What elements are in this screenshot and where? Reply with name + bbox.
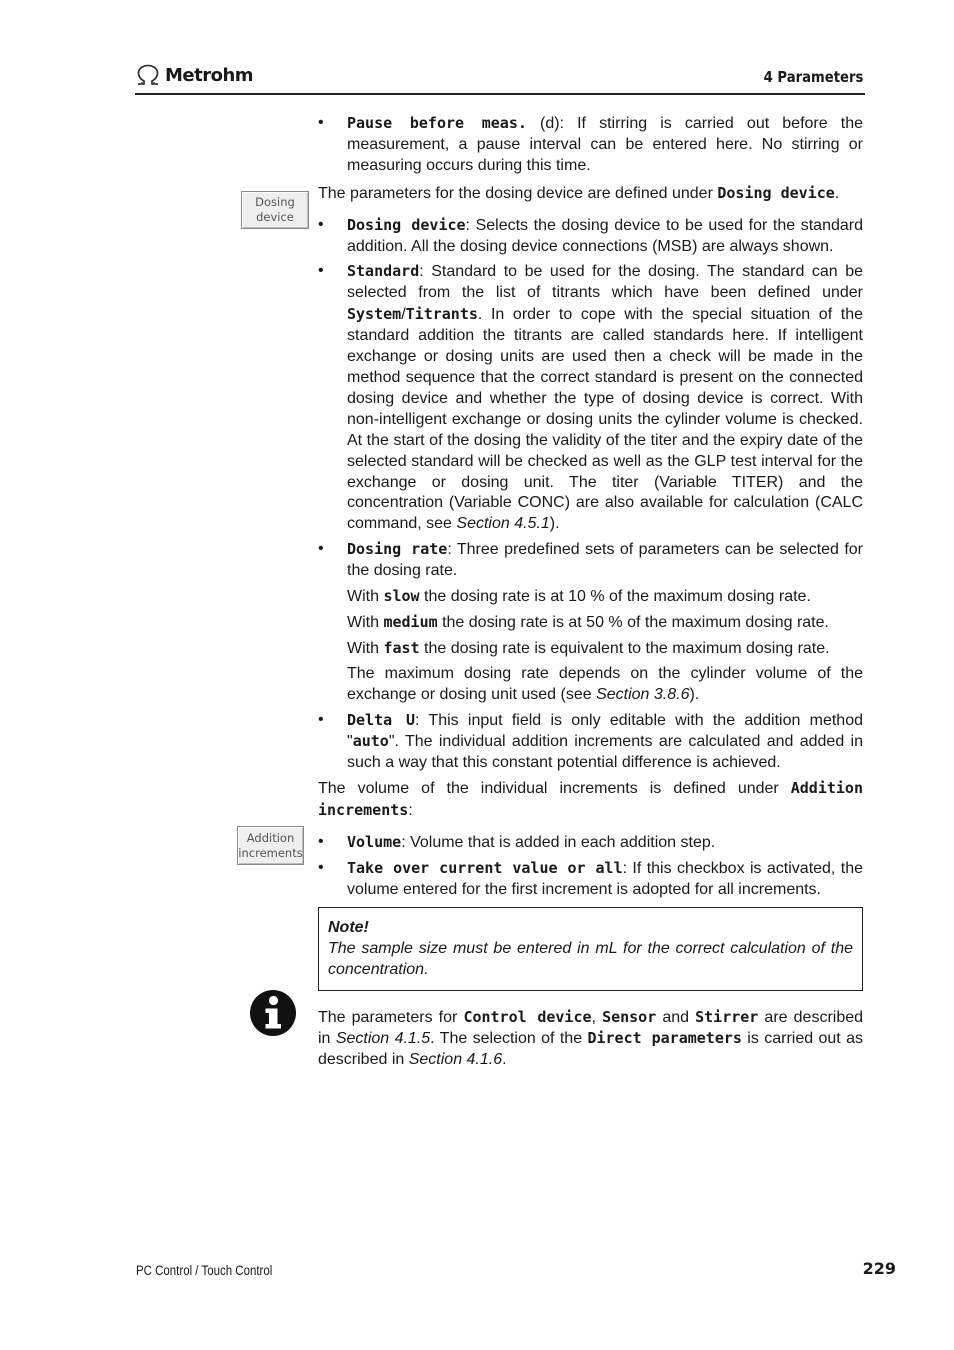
- addition-increments-button-line1: Addition: [246, 830, 295, 845]
- intro-end: :: [408, 802, 413, 820]
- keyword: Dosing device: [347, 215, 466, 234]
- keyword: Direct parameters: [587, 1029, 742, 1048]
- list-item: [318, 710, 863, 775]
- list-item: [318, 215, 863, 258]
- item-text: : If this checkbox is activated, the volume entered for the first increment is adopted for all increments.: [347, 860, 863, 898]
- rate-max: [347, 664, 863, 706]
- keyword: Dosing device: [717, 183, 835, 202]
- item-text: ).: [549, 515, 560, 533]
- chapter-title: 4 Parameters: [763, 68, 863, 86]
- addition-list: [318, 832, 863, 901]
- dosing-device-button-line1: Dosing: [255, 195, 295, 209]
- item-text: : This input field is only editable with the addition method ": [347, 711, 864, 751]
- section-ref: Section 3.8.6: [596, 685, 690, 703]
- keyword: Standard: [347, 262, 420, 281]
- rate-slow: [347, 586, 863, 608]
- keyword: Addition increments: [318, 779, 863, 820]
- note-text: The sample size must be entered in mL for the correct calculation of the concentration.: [328, 939, 853, 978]
- keyword: Take over current value or all: [347, 859, 623, 877]
- item-text: : Selects the dosing device to be used for the standard addition. All the dosing device connections (MSB) are always shown.: [347, 216, 863, 255]
- brand-logo: [135, 64, 253, 86]
- section-ref: Section 4.1.5: [335, 1030, 431, 1048]
- item-text: With: [347, 613, 384, 631]
- keyword: Titrants: [405, 305, 478, 324]
- section-ref: Section 4.1.6: [408, 1051, 503, 1069]
- closing-paragraph: [318, 1007, 863, 1072]
- addition-increments-button-line2: increments: [238, 845, 303, 860]
- item-text: . The selection of the: [430, 1030, 588, 1048]
- intro-text: The parameters for the dosing device are defined under: [318, 184, 718, 202]
- main-content: [318, 113, 863, 1071]
- item-text: ).: [689, 685, 700, 703]
- keyword: Delta U: [347, 710, 416, 729]
- dosing-list: [318, 215, 863, 775]
- intro-text: The volume of the individual increments is defined under: [318, 780, 791, 798]
- item-text: /: [401, 306, 406, 324]
- page-number: 229: [862, 1259, 896, 1278]
- keyword: medium: [383, 612, 438, 631]
- rate-medium: [347, 612, 863, 634]
- item-text: .: [502, 1051, 507, 1069]
- footer-title: PC Control / Touch Control: [136, 1263, 273, 1278]
- page-header: [135, 62, 865, 95]
- item-text: : Three predefined sets of parameters can be selected for the dosing rate.: [347, 541, 864, 580]
- list-item: [318, 539, 863, 705]
- keyword: auto: [352, 732, 389, 751]
- item-text: : Standard to be used for the dosing. The standard can be selected from the list of titrants which have been defined under: [347, 263, 863, 302]
- keyword: Volume: [347, 833, 402, 852]
- dosing-device-button[interactable]: [241, 191, 309, 229]
- list-item: [318, 832, 863, 854]
- keyword: Control device: [463, 1007, 592, 1026]
- list-item: [318, 261, 863, 535]
- pause-list: [318, 113, 863, 177]
- addition-intro: [318, 778, 863, 822]
- addition-increments-button[interactable]: [237, 826, 304, 865]
- item-text: ,: [591, 1008, 603, 1026]
- item-text: The maximum dosing rate depends on the cylinder volume of the exchange or dosing unit used (see: [347, 664, 863, 703]
- item-text: the dosing rate is equivalent to the maximum dosing rate.: [419, 639, 830, 657]
- brand-name: Metrohm: [165, 64, 254, 86]
- item-text: : Volume that is added in each addition step.: [401, 834, 716, 852]
- item-text: (d): If stirring is carried out before the measurement, a pause interval can be entered here. No stirring or measuring occurs during this time.: [347, 115, 863, 174]
- keyword: fast: [383, 638, 420, 657]
- dosing-intro: [318, 183, 863, 205]
- item-text: the dosing rate is at 50 % of the maximum dosing rate.: [437, 613, 829, 631]
- dosing-device-button-line2: device: [256, 210, 294, 224]
- list-item: [318, 858, 863, 901]
- omega-logo-icon: [135, 64, 161, 86]
- item-text: With: [347, 588, 384, 606]
- item-text: and: [656, 1008, 696, 1026]
- keyword: System: [347, 305, 402, 324]
- keyword: Stirrer: [695, 1007, 759, 1026]
- item-text: ". The individual addition increments are calculated and added in such a way that this constant potential difference is achieved.: [347, 733, 863, 772]
- item-text: is carried out as described in: [318, 1030, 863, 1069]
- item-text: are described in: [318, 1008, 864, 1048]
- item-text: The parameters for: [318, 1008, 464, 1026]
- info-icon: [249, 989, 297, 1037]
- item-text: With: [347, 639, 384, 657]
- note-box: [318, 907, 863, 991]
- keyword: slow: [383, 587, 420, 606]
- item-text: the dosing rate is at 10 % of the maximum dosing rate.: [419, 588, 811, 606]
- rate-fast: [347, 638, 863, 660]
- note-title: Note!: [328, 918, 369, 936]
- keyword: Sensor: [602, 1007, 657, 1026]
- item-text: . In order to cope with the special situation of the standard addition the titrants are called standards here. If intelligent exchange or dosing units are used then a check will be made in the method sequence that the correct standard is present on the connected dosing device and whether the type of dosing device is correct. With non-intelligent exchange or dosing units the cylinder volume is checked. At the start of the dosing the validity of the titer and the expiry date of the selected standard will be checked as well as the GLP test interval for the exchange or dosing unit. The titer (Variable TITER) and the concentration (Variable CONC) are also available for calculation (CALC command, see: [347, 306, 863, 533]
- keyword: Dosing rate: [347, 540, 448, 559]
- section-ref: Section 4.5.1: [456, 515, 550, 533]
- intro-end: .: [834, 184, 840, 202]
- keyword: Pause before meas.: [347, 114, 527, 132]
- list-item: [318, 113, 863, 177]
